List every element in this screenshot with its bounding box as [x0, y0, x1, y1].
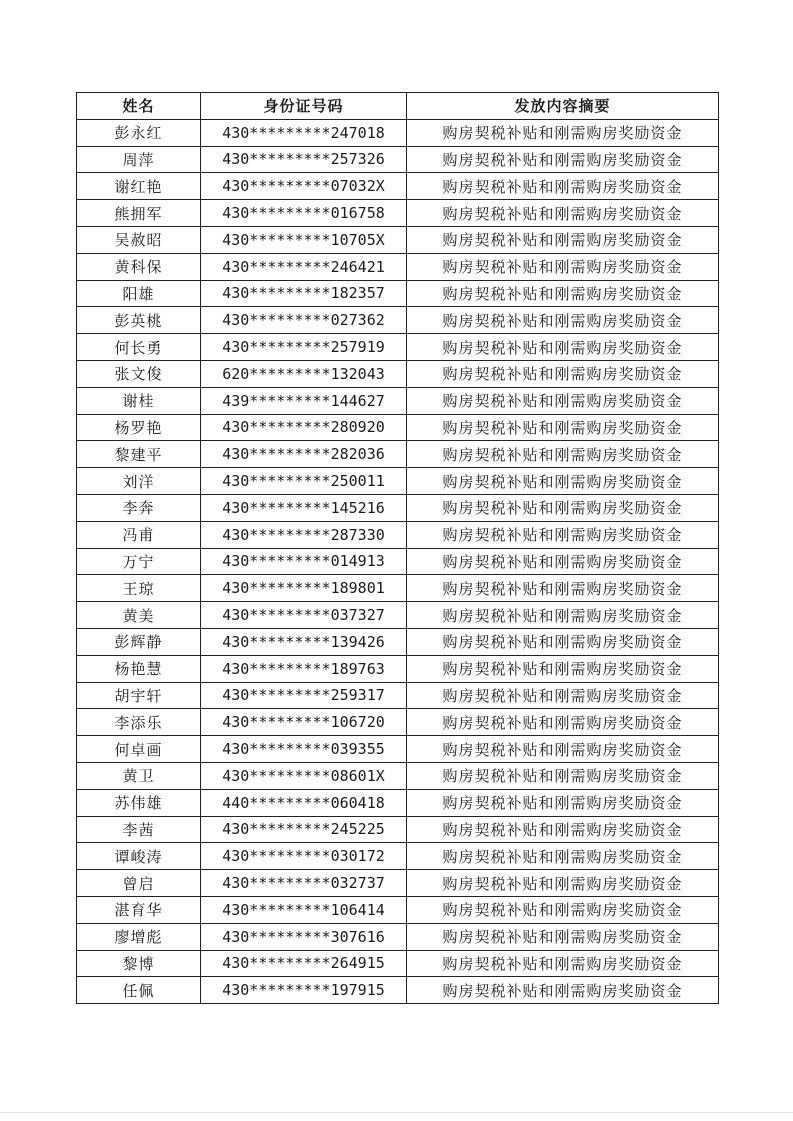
table-row: [77, 789, 719, 816]
recipient-name-cell: 黄科保: [77, 253, 201, 280]
id-number-cell: 430*********106720: [201, 709, 407, 736]
table-row: [77, 870, 719, 897]
payment-summary-cell: 购房契税补贴和刚需购房奖励资金: [407, 414, 719, 441]
payment-summary-cell: 购房契税补贴和刚需购房奖励资金: [407, 360, 719, 387]
table-row: [77, 253, 719, 280]
recipient-name-cell: 彭英桃: [77, 307, 201, 334]
id-number-cell: 430*********182357: [201, 280, 407, 307]
table-row: [77, 816, 719, 843]
payment-summary-cell: 购房契税补贴和刚需购房奖励资金: [407, 575, 719, 602]
recipient-name-cell: 何卓画: [77, 736, 201, 763]
payment-summary-cell: 购房契税补贴和刚需购房奖励资金: [407, 146, 719, 173]
table-row: [77, 226, 719, 253]
recipient-name-cell: 黄卫: [77, 762, 201, 789]
id-number-cell: 430*********189801: [201, 575, 407, 602]
id-number-cell: 430*********287330: [201, 521, 407, 548]
recipient-name-cell: 李添乐: [77, 709, 201, 736]
table-row: [77, 173, 719, 200]
recipient-name-cell: 万宁: [77, 548, 201, 575]
recipient-name-cell: 周萍: [77, 146, 201, 173]
recipient-name-cell: 黎博: [77, 950, 201, 977]
id-number-cell: 430*********027362: [201, 307, 407, 334]
table-row: [77, 119, 719, 146]
id-number-cell: 430*********264915: [201, 950, 407, 977]
id-number-cell: 430*********282036: [201, 441, 407, 468]
table-row: [77, 307, 719, 334]
id-number-cell: 430*********037327: [201, 602, 407, 629]
payment-summary-cell: 购房契税补贴和刚需购房奖励资金: [407, 173, 719, 200]
table-row: [77, 387, 719, 414]
id-number-cell: 430*********106414: [201, 896, 407, 923]
recipient-name-cell: 湛育华: [77, 896, 201, 923]
payment-summary-cell: 购房契税补贴和刚需购房奖励资金: [407, 682, 719, 709]
recipient-name-cell: 熊拥军: [77, 200, 201, 227]
table-row: [77, 950, 719, 977]
id-number-cell: 430*********307616: [201, 923, 407, 950]
id-number-cell: 430*********145216: [201, 494, 407, 521]
id-number-cell: 620*********132043: [201, 360, 407, 387]
table-row: [77, 548, 719, 575]
table-header: [77, 93, 719, 120]
table-row: [77, 736, 719, 763]
recipient-name-cell: 李茜: [77, 816, 201, 843]
id-number-cell: 430*********250011: [201, 468, 407, 495]
table-row: [77, 575, 719, 602]
table-row: [77, 682, 719, 709]
id-number-cell: 430*********247018: [201, 119, 407, 146]
table-row: [77, 146, 719, 173]
id-number-cell: 430*********032737: [201, 870, 407, 897]
recipient-name-cell: 胡宇轩: [77, 682, 201, 709]
table-row: [77, 709, 719, 736]
payment-summary-cell: 购房契税补贴和刚需购房奖励资金: [407, 334, 719, 361]
recipient-name-cell: 刘洋: [77, 468, 201, 495]
payment-summary-cell: 购房契税补贴和刚需购房奖励资金: [407, 226, 719, 253]
id-number-cell: 430*********016758: [201, 200, 407, 227]
recipient-name-cell: 杨艳慧: [77, 655, 201, 682]
table-row: [77, 923, 719, 950]
table-row: [77, 628, 719, 655]
recipient-name-cell: 彭辉静: [77, 628, 201, 655]
recipient-name-cell: 任佩: [77, 977, 201, 1004]
payment-summary-cell: 购房契税补贴和刚需购房奖励资金: [407, 950, 719, 977]
recipient-name-cell: 廖增彪: [77, 923, 201, 950]
payment-summary-cell: 购房契税补贴和刚需购房奖励资金: [407, 548, 719, 575]
recipient-name-cell: 黄美: [77, 602, 201, 629]
payment-summary-cell: 购房契税补贴和刚需购房奖励资金: [407, 709, 719, 736]
payment-summary-cell: 购房契税补贴和刚需购房奖励资金: [407, 896, 719, 923]
payment-summary-cell: 购房契税补贴和刚需购房奖励资金: [407, 762, 719, 789]
column-header-id-number: 身份证号码: [201, 93, 407, 120]
table-row: [77, 521, 719, 548]
payment-summary-cell: 购房契税补贴和刚需购房奖励资金: [407, 628, 719, 655]
payment-summary-cell: 购房契税补贴和刚需购房奖励资金: [407, 494, 719, 521]
payment-summary-cell: 购房契税补贴和刚需购房奖励资金: [407, 387, 719, 414]
id-number-cell: 430*********257326: [201, 146, 407, 173]
id-number-cell: 430*********197915: [201, 977, 407, 1004]
payment-summary-cell: 购房契税补贴和刚需购房奖励资金: [407, 977, 719, 1004]
payment-summary-cell: 购房契税补贴和刚需购房奖励资金: [407, 655, 719, 682]
payment-summary-cell: 购房契税补贴和刚需购房奖励资金: [407, 521, 719, 548]
table-row: [77, 334, 719, 361]
table-row: [77, 280, 719, 307]
subsidy-recipient-table: [76, 92, 719, 1004]
payment-summary-cell: 购房契税补贴和刚需购房奖励资金: [407, 816, 719, 843]
recipient-name-cell: 黎建平: [77, 441, 201, 468]
recipient-name-cell: 谢红艳: [77, 173, 201, 200]
payment-summary-cell: 购房契税补贴和刚需购房奖励资金: [407, 843, 719, 870]
recipient-name-cell: 谢桂: [77, 387, 201, 414]
id-number-cell: 430*********08601X: [201, 762, 407, 789]
recipient-name-cell: 杨罗艳: [77, 414, 201, 441]
id-number-cell: 430*********280920: [201, 414, 407, 441]
id-number-cell: 430*********039355: [201, 736, 407, 763]
table-row: [77, 602, 719, 629]
id-number-cell: 430*********257919: [201, 334, 407, 361]
recipient-name-cell: 王琼: [77, 575, 201, 602]
table-row: [77, 200, 719, 227]
id-number-cell: 430*********246421: [201, 253, 407, 280]
id-number-cell: 430*********030172: [201, 843, 407, 870]
recipient-name-cell: 阳雄: [77, 280, 201, 307]
payment-summary-cell: 购房契税补贴和刚需购房奖励资金: [407, 307, 719, 334]
payment-summary-cell: 购房契税补贴和刚需购房奖励资金: [407, 468, 719, 495]
table-row: [77, 977, 719, 1004]
recipient-name-cell: 李奔: [77, 494, 201, 521]
table-row: [77, 360, 719, 387]
recipient-name-cell: 苏伟雄: [77, 789, 201, 816]
recipient-name-cell: 张文俊: [77, 360, 201, 387]
id-number-cell: 430*********014913: [201, 548, 407, 575]
id-number-cell: 440*********060418: [201, 789, 407, 816]
column-header-summary: 发放内容摘要: [407, 93, 719, 120]
id-number-cell: 430*********139426: [201, 628, 407, 655]
table-row: [77, 655, 719, 682]
id-number-cell: 430*********245225: [201, 816, 407, 843]
table-row: [77, 414, 719, 441]
payment-summary-cell: 购房契税补贴和刚需购房奖励资金: [407, 736, 719, 763]
table-row: [77, 843, 719, 870]
id-number-cell: 430*********07032X: [201, 173, 407, 200]
recipient-name-cell: 谭峻涛: [77, 843, 201, 870]
recipient-name-cell: 曾启: [77, 870, 201, 897]
id-number-cell: 439*********144627: [201, 387, 407, 414]
payment-summary-cell: 购房契税补贴和刚需购房奖励资金: [407, 200, 719, 227]
payment-summary-cell: 购房契税补贴和刚需购房奖励资金: [407, 923, 719, 950]
recipient-name-cell: 吴赦昭: [77, 226, 201, 253]
table-row: [77, 468, 719, 495]
payment-summary-cell: 购房契税补贴和刚需购房奖励资金: [407, 280, 719, 307]
table-row: [77, 441, 719, 468]
payment-summary-cell: 购房契税补贴和刚需购房奖励资金: [407, 119, 719, 146]
id-number-cell: 430*********259317: [201, 682, 407, 709]
recipient-name-cell: 何长勇: [77, 334, 201, 361]
payment-summary-cell: 购房契税补贴和刚需购房奖励资金: [407, 870, 719, 897]
table-row: [77, 494, 719, 521]
header-row: [77, 93, 719, 120]
payment-summary-cell: 购房契税补贴和刚需购房奖励资金: [407, 789, 719, 816]
table-row: [77, 762, 719, 789]
recipient-name-cell: 冯甫: [77, 521, 201, 548]
id-number-cell: 430*********10705X: [201, 226, 407, 253]
table-row: [77, 896, 719, 923]
column-header-name: 姓名: [77, 93, 201, 120]
table-body: [77, 119, 719, 1003]
payment-summary-cell: 购房契税补贴和刚需购房奖励资金: [407, 253, 719, 280]
payment-summary-cell: 购房契税补贴和刚需购房奖励资金: [407, 602, 719, 629]
id-number-cell: 430*********189763: [201, 655, 407, 682]
page-bottom-edge: [0, 1112, 793, 1113]
payment-summary-cell: 购房契税补贴和刚需购房奖励资金: [407, 441, 719, 468]
recipient-name-cell: 彭永红: [77, 119, 201, 146]
